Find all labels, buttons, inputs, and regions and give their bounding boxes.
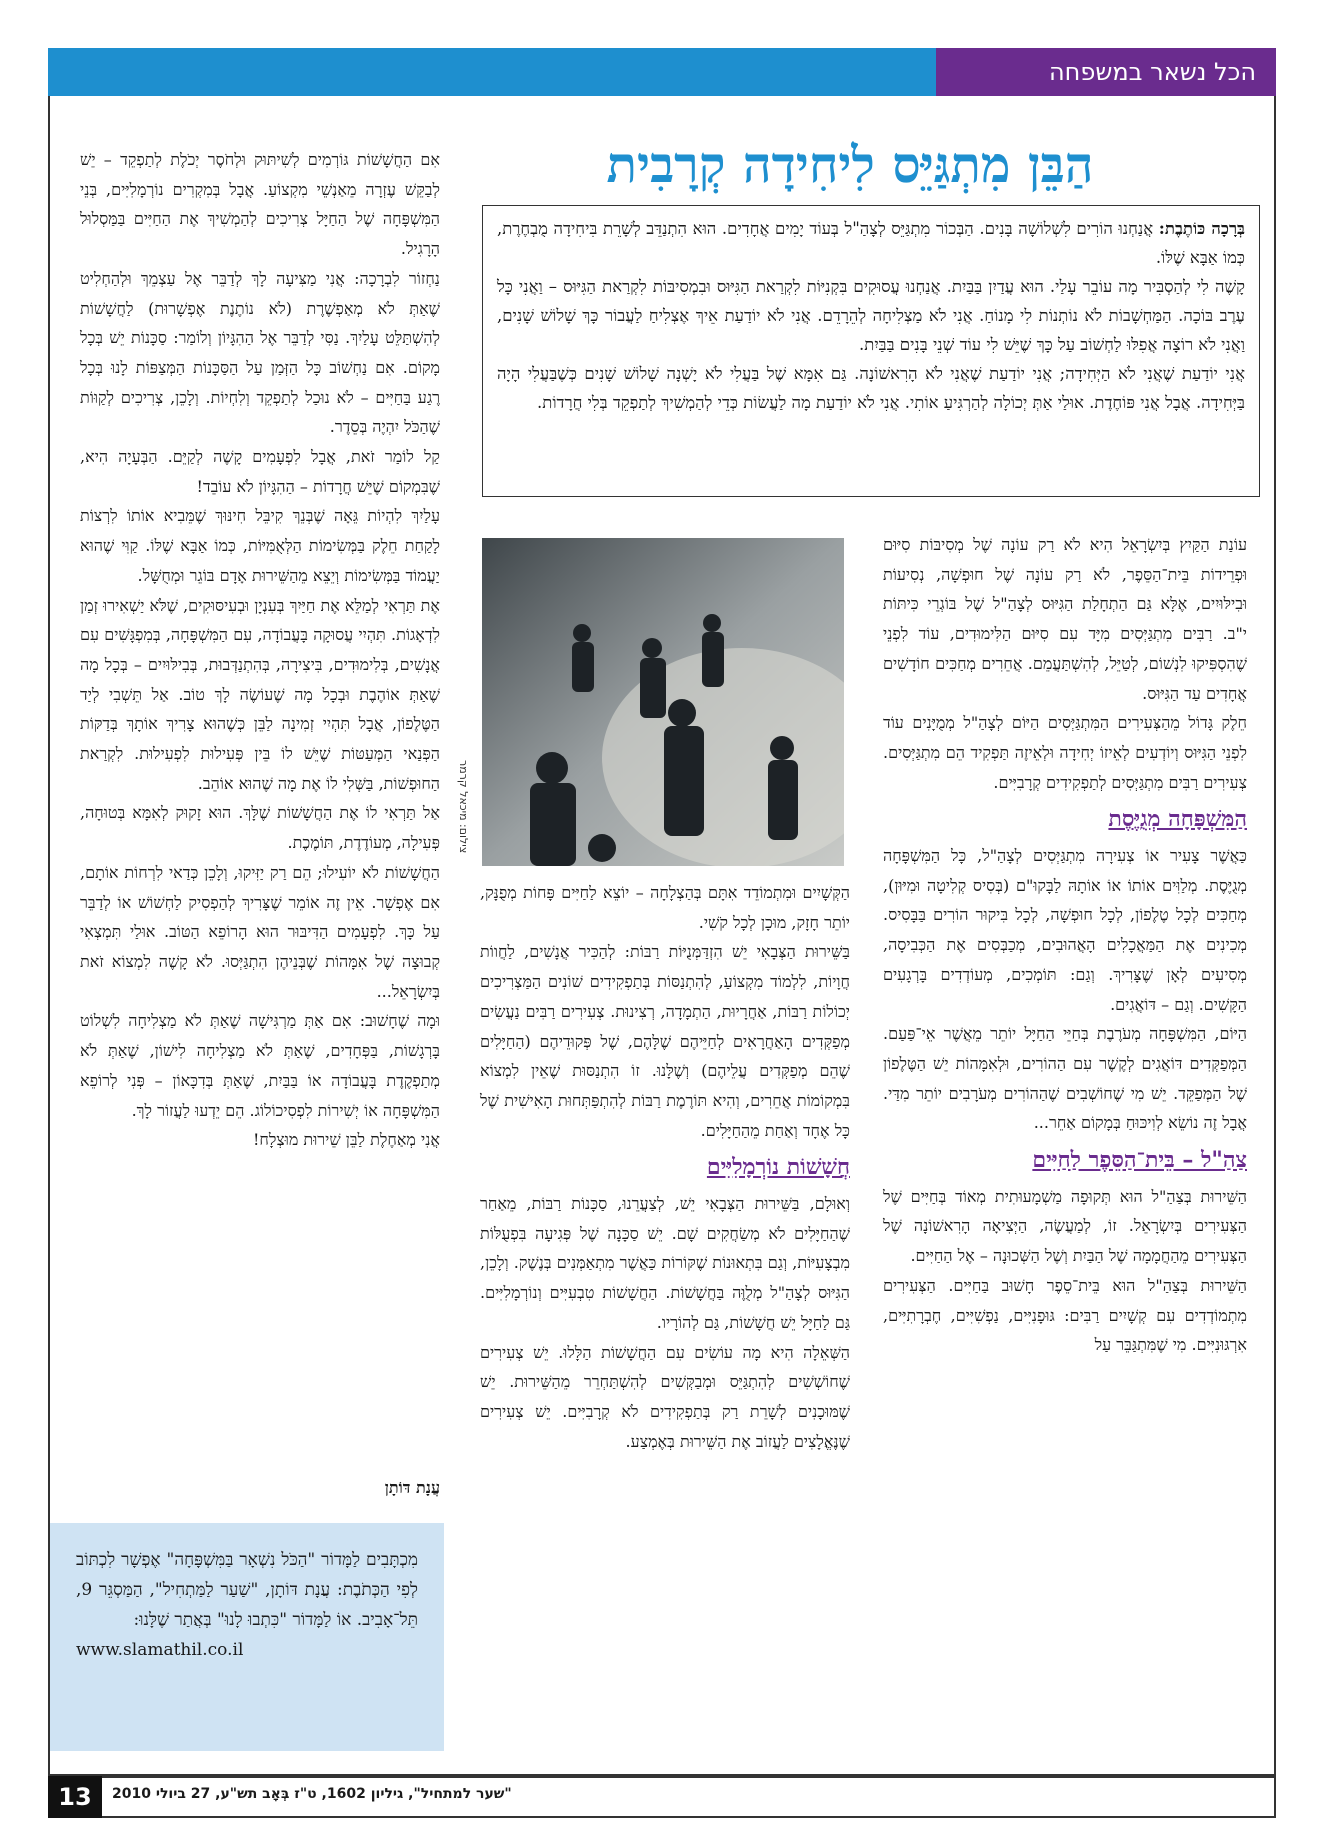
paragraph: אֶת תַּרְאִי לְמַלֵּא אֶת חַיַּיִךְ בְּעִנְיָן וּבְעִיסּוּקִים, שֶׁלֹּא יַשְׁאִירוּ זְמַן לִדְאָגוֹת. תִּהְיִי עֲסוּקָה בָּעֲבוֹדָה, עִם הַמִּשְׁפָּחָה, בְּמִפְגָּשִׁים עִם אֲנָשִׁים, בְּלִימוּדִים, בִּיצִירָה, בְּהִתְנַדְּבוּת, בְּבִילּוּיִים – בְּכָל מָה שֶׁאַתְּ אוֹהֶבֶת וּבְכָל מָה שֶׁעוֹשֶׂה לָךְ טוֹב. אַל תֵּשְׁבִי לְיַד הַטֶּלֶפוֹן, אֲבָל תִּהְיִי זְמִינָה לַבֵּן כְּשֶׁהוּא צָרִיךְ אוֹתָךְ בְּדַקּוֹת הַפְּנַאי הַמְּעַטּוֹת שֶׁיֵּשׁ לוֹ בֵּין פְּעִילוּת לִפְעִילוּת. לִקְרַאת הַחוּפְשׁוֹת, בַּשְּׁלִי לוֹ אֶת מָה שֶׁהוּא אוֹהֵב.: [80, 595, 440, 793]
paragraph: כַּאֲשֶׁר צָעִיר אוֹ צְעִירָה מִתְגַּיְּסִים לְצָהַ"ל, כָּל הַמִּשְׁפָּחָה מְגֻיֶּסֶת. מְלַוִּים אוֹתוֹ אוֹ אוֹתָהּ לַבָּקוּ"ם (בְּסִיס קְלִיטָה וּמִיּוּן), מְחַכִּים לְכָל טֶלֶפוֹן, לְכָל חוּפְשָׁה, לְכָל בִּיקוּר הוֹרִים בַּבָּסִיס. מְכִינִים אֶת הַמַּאֲכָלִים הָאֲהוּבִים, מְכַבְּסִים אֶת הַכְּבִיסָה, מְסִיעִים לְאָן שֶׁצָּרִיךְ. וְגַם: תּוֹמְכִים, מְעוֹדְדִים בָּרְגָעִים הַקָּשִׁים. וְגַם – דּוֹאֲגִים.: [883, 846, 1247, 1014]
page-number: 13: [48, 1776, 102, 1818]
paragraph: וּמָה שֶׁחָשׁוּב: אִם אַתְּ מַרְגִּישָׁה שֶׁאַתְּ לֹא מַצְלִיחָה לִשְׁלוֹט בָּרְגָשׁוֹת, בַּפְּחָדִים, שֶׁאַתְּ לֹא מַצְלִיחָה לִישׁוֹן, שֶׁאַתְּ לֹא מְתַפְקֶדֶת בָּעֲבוֹדָה אוֹ בַּבַּיִת, שֶׁאַתְּ בְּדִכָּאוֹן – פְּנִי לְרוֹפֵא הַמִּשְׁפָּחָה אוֹ יְשִׁירוֹת לִפְסִיכוֹלוֹג. הֵם יֵדְעוּ לַעֲזוֹר לָךְ.: [80, 1011, 440, 1120]
column-middle: [480, 878, 850, 1456]
paragraph: הַשֵּׁירוּת בְּצַהַ"ל הוּא בֵּית־סֵפֶר חָשׁוּב בַּחַיִּים. הַצְּעִירִים מִתְמוֹדְדִים עִם קְשָׁיִים רַבִּים: גּוּפָנִיִּים, נַפְשִׁיִּים, חֶבְרָתִיִּים, אִרְגּוּנִיִּים. מִי שֶׁמִּתְגַּבֵּר עַל: [883, 1275, 1247, 1355]
section-heading: צַהַ"ל – בֵּית־הַסֵּפֶר לַחַיִּים: [1032, 1147, 1247, 1174]
paragraph: אִם הַחֲשָׁשׁוֹת גּוֹרְמִים לְשִׁיתּוּק וּלְחֹסֶר יְכֹלֶת לְתַפְקֵד – יֵשׁ לְבַקֵּשׁ עֶזְרָה מֵאַנְשֵׁי מִקְצוֹעַ. אֲבָל בְּמִקְרִים נוֹרְמָלִיִּים, בְּנֵי הַמִּשְׁפָּחָה שֶׁל הַחַיָּל צְרִיכִים לְהַמְשִׁיךְ אֶת הַחַיִּים בַּמַּסְלוּל הָרָגִיל.: [80, 150, 440, 259]
paragraph: עָלַיִךְ לִהְיוֹת גֵּאָה שֶׁבְּנֵךְ קִיבֵּל חִינּוּךְ שֶׁמֵּבִיא אוֹתוֹ לִרְצוֹת לָקַחַת חֵלֶק בַּמְּשִׂימוֹת הַלְּאֻמִּיּוֹת, כְּמוֹ אַבָּא שֶׁלּוֹ. קַוִּי שֶׁהוּא יַעֲמוֹד בַּמְּשִׂימוֹת וְיֵצֵא מֵהַשֵּׁירוּת אָדָם בּוֹגֵר וּמְחֻשָּׁל.: [80, 506, 440, 585]
section-heading: חֲשָׁשׁוֹת נוֹרְמָלִיִּים: [706, 1154, 850, 1181]
column-left: [80, 145, 440, 1155]
column-right: [883, 530, 1247, 1360]
paragraph: בַּשֵּׁירוּת הַצְּבָאִי יֵשׁ הִזְדַּמְּנֻיּוֹת רַבּוֹת: לְהַכִּיר אֲנָשִׁים, לַחֲווֹת חֲוָיוֹת, לִלְמוֹד מִקְצוֹעַ, לְהִתְנַסּוֹת בְּתַפְקִידִים שׁוֹנִים הַמַּצְרִיכִים יְכוֹלוֹת רַבּוֹת, אַחֲרָיוּת, הַתְמָדָה, רְצִינוּת. צְעִירִים רַבִּים נַעֲשִׂים מְפַקְּדִים הָאַחֲרָאִים לְחַיֵּיהֶם שֶׁלָּהֶם, שֶׁל פְּקוּדֵיהֶם (הַחַיָּלִים שֶׁהֵם מְפַקְּדִים עֲלֵיהֶם) וְשֶׁלָּנוּ. זוֹ הִתְנַסּוּת שֶׁאֵין לִמְצוֹא בִּמְקוֹמוֹת אֲחֵרִים, וְהִיא תּוֹרֶמֶת רַבּוֹת לְהִתְפַּתְּחוּת הָאִישִׁית שֶׁל כָּל אֶחָד וְאַחַת מֵהַחַיָּלִים.: [480, 942, 851, 1140]
website-link[interactable]: www.slamathil.co.il: [76, 1640, 244, 1660]
letter-p3: אֲנִי יוֹדַעַת שֶׁאֲנִי לֹא הַיְּחִידָה; אֲנִי יוֹדַעַת שֶׁאֲנִי לֹא הָרִאשׁוֹנָה. גַּם אִמָּא שֶׁל בַּעֲלִי לֹא יָשְׁנָה שָׁלוֹשׁ שָׁנִים כְּשֶׁבַּעֲלִי הָיָה בַּיְּחִידָה. אֲבָל אֲנִי פּוֹחֶדֶת. אוּלַי אַתְּ יְכוֹלָה לְהַרְגִּיעַ אוֹתִי. אֲנִי לֹא יוֹדַעַת מָה לַעֲשׂוֹת כְּדֵי לְהַמְשִׁיךְ לְתַפְקֵד בְּלִי חֲרָדוֹת.: [497, 364, 1245, 412]
paragraph: אַל תַּרְאִי לוֹ אֶת הַחֲשָׁשׁוֹת שֶׁלָּךְ. הוּא זָקוּק לְאִמָּא בְּטוּחָה, פְּעִילָה, מְעוֹדֶדֶת, תּוֹמֶכֶת.: [80, 803, 440, 853]
paragraph: חֵלֶק גָּדוֹל מֵהַצְּעִירִים הַמִּתְגַּיְּסִים הַיּוֹם לְצָהַ"ל מְמֻיָּנִים עוֹד לִפְנֵי הַגִּיּוּס וְיוֹדְעִים לְאֵיזוֹ יְחִידָה וּלְאֵיזֶה תַּפְקִיד הֵם מִתְגַּיְּסִים. צְעִירִים רַבִּים מִתְגַּיְּסִים לְתַפְקִידִים קְרָבִיִּים.: [883, 713, 1247, 792]
paragraph: אֲנִי מְאַחֶלֶת לַבֵּן שֵׁירוּת מוּצְלָח!: [253, 1130, 440, 1150]
soldiers-photo-image: [482, 538, 844, 866]
contact-text: מִכְתָּבִים לַמָּדוֹר "הַכֹּל נִשְׁאָר בַּמִּשְׁפָּחָה" אֶפְשָׁר לִכְתּוֹב לְפִי הַכְּתֹבֶת: עֲנָת דּוֹתָן, "שַׁעַר לַמַּתְחִיל", הַמַּסְגֵּר 9, תֵּל־אָבִיב. אוֹ לַמָּדוֹר "כִּתְבוּ לָנוּ" בְּאֲתַר שֶׁלָּנוּ:: [76, 1550, 418, 1630]
footer-citation: "שער למתחיל", גיליון 1602, ט"ז בְּאָב תש"ע, 27 ביולי 2010: [112, 1786, 512, 1802]
section-heading: הַמִּשְׁפָּחָה מְגֻיֶּסֶת: [1108, 806, 1247, 833]
paragraph: קַל לוֹמַר זֹאת, אֲבָל לִפְעָמִים קָשֶׁה לְקַיֵּם. הַבְּעָיָה הִיא, שֶׁבִּמְקוֹם שֶׁיֵּשׁ חֲרָדוֹת – הַהִגָּיוֹן לֹא עוֹבֵד!: [80, 447, 440, 496]
letter-p1: [497, 214, 1245, 272]
paragraph: וְאוּלָם, בַּשֵּׁירוּת הַצְּבָאִי יֵשׁ, לְצַעֲרֵנוּ, סַכָּנוֹת רַבּוֹת, מֵאַחַר שֶׁהַחַיָּלִים לֹא מְשַׂחֲקִים שָׁם. יֵשׁ סַכָּנָה שֶׁל פְּגִיעָה בִּפְעֻלּוֹת מִבְצָעִיּוֹת, וְגַם בִּתְאוּנוֹת שֶׁקּוֹרוֹת כַּאֲשֶׁר מִתְאַמְּנִים בְּנֶשֶׁק. וְלָכֵן, הַגִּיּוּס לְצָהַ"ל מְלֻוֶּה בַּחֲשָׁשׁוֹת. הַחֲשָׁשׁוֹת טִבְעִיִּים וְנוֹרְמָלִיִּים. גַּם לַחַיָּל יֵשׁ חֲשָׁשׁוֹת, גַּם לְהוֹרָיו.: [480, 1194, 850, 1332]
photo-credit: צילום: מיכאל קרמר: [457, 760, 470, 854]
contact-box: [50, 1523, 444, 1751]
paragraph: הַיּוֹם, הַמִּשְׁפָּחָה מְעֹרֶבֶת בְּחַיֵּי הַחַיָּל יוֹתֵר מֵאֲשֶׁר אֵי־פַּעַם. הַמְּפַקְּדִים דּוֹאֲגִים לְקֶשֶׁר עִם הַהוֹרִים, וּלְאִמָּהוֹת יֵשׁ הַטֶּלֶפוֹן שֶׁל הַמְּפַקֵּד. יֵשׁ מִי שֶׁחוֹשְׁבִים שֶׁהַהוֹרִים מְעֹרָבִים יוֹתֵר מִדַּי. אֲבָל זֶה נוֹשֵׂא לְוִיכּוּחַ בְּמָקוֹם אַחֵר...: [883, 1024, 1247, 1133]
letter-box: [482, 205, 1260, 497]
author-signature: עֲנָת דּוֹתָן: [384, 1478, 440, 1497]
page-title: הַבֵּן מִתְגַּיֵּס לִיחִידָה קְרָבִית: [606, 135, 1094, 194]
paragraph: הַשֵּׁירוּת בְּצַהַ"ל הוּא תְּקוּפָה מַשְׁמָעוּתִית מְאוֹד בְּחַיִּים שֶׁל הַצְּעִירִים בְּיִשְׂרָאֵל. זוֹ, לְמַעֲשֶׂה, הַיְּצִיאָה הָרִאשׁוֹנָה שֶׁל הַצְּעִירִים מֵהַחֲמָמָה שֶׁל הַבַּיִת וְשֶׁל הַשְּׁכוּנָה – אֶל הַחַיִּים.: [883, 1186, 1247, 1266]
section-name: הכל נשאר במשפחה: [936, 48, 1276, 96]
letter-text: אֲנַחְנוּ הוֹרִים לִשְׁלוֹשָׁה בָּנִים. הַבְּכוֹר מִתְגַּיֵּס לְצָהַ"ל בְּעוֹד יָמִים אֲחָדִים. הוּא הִתְנַדֵּב לְשָׁרֵת בִּיחִידָה מֻבְחֶרֶת, כְּמוֹ אַבָּא שֶׁלּוֹ.: [497, 219, 1245, 267]
letter-p2: קָשֶׁה לִי לְהַסְבִּיר מָה עוֹבֵר עָלַי. הוּא עֲדַיִן בַּבַּיִת. אֲנַחְנוּ עֲסוּקִים בִּקְנִיּוֹת לִקְרַאת הַגִּיּוּס וּבִמְסִיבּוֹת לִקְרַאת הַגִּיּוּס – וַאֲנִי כָּל עֶרֶב בּוֹכָה. הַמַּחְשָׁבוֹת לֹא נוֹתְנוֹת לִי מָנוֹחַ. אֲנִי לֹא מַצְלִיחָה לְהֵרָדֵם. אֲנִי לֹא יוֹדַעַת אֵיךְ אֶצְלִיחַ לַעֲבוֹר כָּךְ שָׁלוֹשׁ שָׁנִים, וַאֲנִי לֹא רוֹצָה אֲפִלּוּ לַחְשׁוֹב עַל כָּךְ שֶׁיֵּשׁ לִי עוֹד שְׁנֵי בָּנִים בַּבַּיִת.: [497, 277, 1245, 354]
paragraph: הַקְּשָׁיִים וּמִתְמוֹדֵד אִתָּם בְּהַצְלָחָה – יוֹצֵא לַחַיִּים פָּחוֹת מְפֻנָּק, יוֹתֵר חָזָק, מוּכָן לְכָל קֹשִׁי.: [480, 883, 850, 932]
letter-author: בְּרָכָה כּוֹתֶבֶת:: [1158, 219, 1246, 238]
paragraph: הַשְּׁאֵלָה הִיא מָה עוֹשִׂים עִם הַחֲשָׁשׁוֹת הַלָּלוּ. יֵשׁ צְעִירִים שֶׁחוֹשְׁשִׁים לְהִתְגַּיֵּס וּמְבַקְּשִׁים לְהִשְׁתַּחְרֵר מֵהַשֵּׁירוּת. יֵשׁ שֶׁמּוּכָנִים לְשָׁרֵת רַק בְּתַפְקִידִים לֹא קְרָבִיִּים. יֵשׁ צְעִירִים שֶׁנֶּאֱלָצִים לַעֲזוֹב אֶת הַשֵּׁירוּת בְּאֶמְצַע.: [480, 1342, 850, 1451]
paragraph: עוֹנַת הַקַּיִץ בְּיִשְׂרָאֵל הִיא לֹא רַק עוֹנָה שֶׁל מְסִיבּוֹת סִיּוּם וּפְרֵידוֹת בֵּית־הַסֵּפֶר, לֹא רַק עוֹנָה שֶׁל חוּפְשָׁה, נְסִיעוֹת וּבִילּוּיִים, אֶלָּא גַּם הַתְחָלַת הַגִּיּוּס לְצָהַ"ל שֶׁל בּוֹגְרֵי כִּיתּוֹת י"ב. רַבִּים מִתְגַּיְּסִים מִיָּד עִם סִיּוּם הַלִּימוּדִים, עוֹד לִפְנֵי שֶׁהִסְפִּיקוּ לִנְשׁוֹם, לְטַיֵּל, לְהִשְׁתַּעֲמֵם. אֲחֵרִים מְחַכִּים חוֹדָשִׁים אֲחָדִים עַד הַגִּיּוּס.: [883, 535, 1247, 703]
soldiers-photo: [482, 538, 844, 866]
paragraph: הַחֲשָׁשׁוֹת לֹא יוֹעִילוּ; הֵם רַק יַזִּיקוּ, וְלָכֵן כְּדַאי לִרְחוֹת אוֹתָם, אִם אֶפְשָׁר. אֵין זֶה אוֹמֵר שֶׁצָּרִיךְ לְהַפְסִיק לַחְשׁוֹשׁ אוֹ לְדַבֵּר עַל כָּךְ. לִפְעָמִים הַדִּיבּוּר הוּא הָרוֹפֵא הַטּוֹב. אוּלַי תִּמְצְאִי קְבוּצָה שֶׁל אִמָּהוֹת שֶׁבְּנֵיהֶן הִתְגַּיְּסוּ. לֹא קָשֶׁה לִמְצוֹא זֹאת בְּיִשְׂרָאֵל...: [80, 862, 440, 1001]
paragraph: נַחְזוֹר לִבְרָכָה: אֲנִי מַצִּיעָה לָךְ לְדַבֵּר אֶל עַצְמֵךְ וּלְהַחְלִיט שֶׁאַתְּ לֹא מְאַפְשֶׁרֶת (לֹא נוֹתֶנֶת אֶפְשָׁרוּת) לַחֲשָׁשׁוֹת לְהִשְׁתַּלֵּט עָלַיִךְ. נַסִּי לְדַבֵּר אֶל הַהִגָּיוֹן וְלוֹמַר: סַכָּנוֹת יֵשׁ בְּכָל מָקוֹם. אִם נַחְשׁוֹב כָּל הַזְּמַן עַל הַסַּכָּנוֹת הַמְּצַפּוֹת לָנוּ בְּכָל רֶגַע בַּחַיִּים – לֹא נוּכַל לְתַפְקֵד וְלִחְיוֹת. וְלָכֵן, צְרִיכִים לְקַוּוֹת שֶׁהַכֹּל יִהְיֶה בְּסֵדֶר.: [80, 268, 440, 437]
